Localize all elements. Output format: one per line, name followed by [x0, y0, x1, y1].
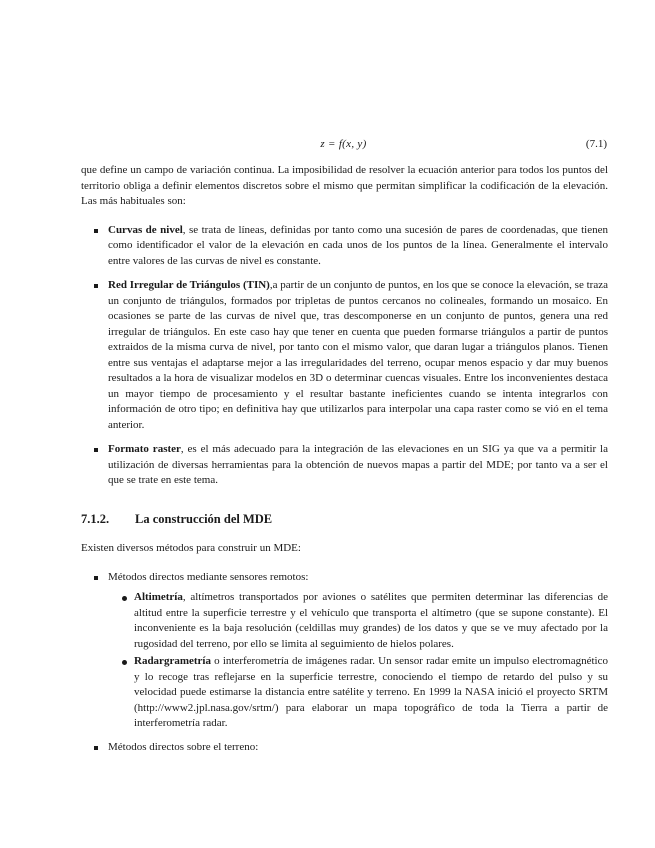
list-item-tin [90, 278, 608, 433]
remote-sensing-sublist [116, 590, 608, 732]
method-label-terrain: Métodos directos sobre el terreno: [108, 740, 259, 753]
list-item-raster [90, 442, 608, 489]
section-number: 7.1.2. [81, 511, 110, 526]
section-intro: Existen diversos métodos para construir un MDE: [81, 542, 301, 554]
description-curvas: , se trata de líneas, definidas por tanto como una sucesión de pares de coordenadas, que tienen como identificador el valor de la elevación en cada unos de los puntos de la línea. Generalmente el intervalo entre valores de las curvas de nivel es constante. [108, 223, 608, 267]
term-tin: Red Irregular de Triángulos (TIN) [108, 279, 270, 291]
list-item-terrain [90, 740, 608, 756]
term-altimetria: Altimetría [134, 591, 183, 603]
term-radargrametria: Radargrametría [134, 655, 211, 667]
term-formato-raster: Formato raster [108, 443, 181, 455]
structure-list [90, 223, 608, 489]
equation-number: (7.1) [585, 138, 607, 150]
equation [80, 137, 607, 153]
section-title: La construcción del MDE [135, 511, 273, 526]
description-altimetria: , altímetros transportados por aviones o satélites que permiten determinar las diferencias de altitud entre la superficie terrestre y el vehículo que transporta el altímetro (que se supone constante). El inconveniente es la baja resolución (celdillas muy grandes) de los datos y que se ve muy afectado por la rugosidad del terreno, por ello se limita al seguimiento de hielos polares. [134, 591, 608, 650]
description-raster: , es el más adecuado para la integración de las elevaciones en un SIG ya que va a permitir la utilización de diversas herramientas para la obtención de nuevos mapas a partir del MDE; por tanto va a ser el que se trate en este tema. [108, 443, 608, 486]
description-radargrametria: o interferometría de imágenes radar. Un sensor radar emite un impulso electromagnético y lo recoge tras reflejarse en la superficie terrestre, conociendo el tiempo de retardo del pulso y su velocidad puede estimarse la distancia entre satélite y terreno. En 1999 la NASA inició el proyecto SRTM (http://www2.jpl.nasa.gov/srtm/) para elaborar un mapa topográfico de toda la Tierra a partir de interferometría radar. [134, 655, 608, 729]
equation-formula: z = f(x, y) [320, 138, 367, 150]
description-tin: ,a partir de un conjunto de puntos, en los que se conoce la elevación, se traza un conjunto de triángulos, formados por tripletas de puntos cercanos no colineales, formando un mosaico. En ocasiones se parte de las curvas de nivel que, tras descomponerse en un conjunto de puntos, genera una red irregular de triángulos. En este caso hay que tener en cuenta que pueden formarse triángulos a partir de puntos extraidos de la misma curva de nivel, por tanto con el mismo valor, que daran lugar a triángulos planos. Tienen entre sus ventajas el adaptarse mejor a las irregularidades del terreno, ocupar menos espacio y dar muy buenos resultados a la hora de visualizar modelos en 3D o determinar cuencas visuales. Entre los inconvenientes destaca un mayor tiempo de procesamiento y el resultar bastante ineficientes cuando se intenta integrarlos con información de otro tipo; en definitiva hay que utilizarlos para interpolar una capa raster como se vió en el tema anterior. [108, 279, 608, 431]
intro-paragraph: que define un campo de variación continua. La imposibilidad de resolver la ecuación anterior para todos los puntos del territorio obliga a definir elementos discretos sobre el mismo que permitan simplificar la codificación de la elevación. Las más habituales son: [81, 164, 608, 207]
section-heading [81, 512, 608, 528]
term-curvas-de-nivel: Curvas de nivel [108, 223, 183, 236]
list-item-remote-sensing [90, 570, 608, 732]
method-label-remote: Métodos directos mediante sensores remotos: [108, 570, 309, 583]
sublist-item-radargrametria [116, 654, 608, 732]
sublist-item-altimetria [116, 590, 608, 652]
page-body [81, 163, 608, 755]
methods-list [90, 570, 608, 756]
list-item-curvas [90, 223, 608, 270]
